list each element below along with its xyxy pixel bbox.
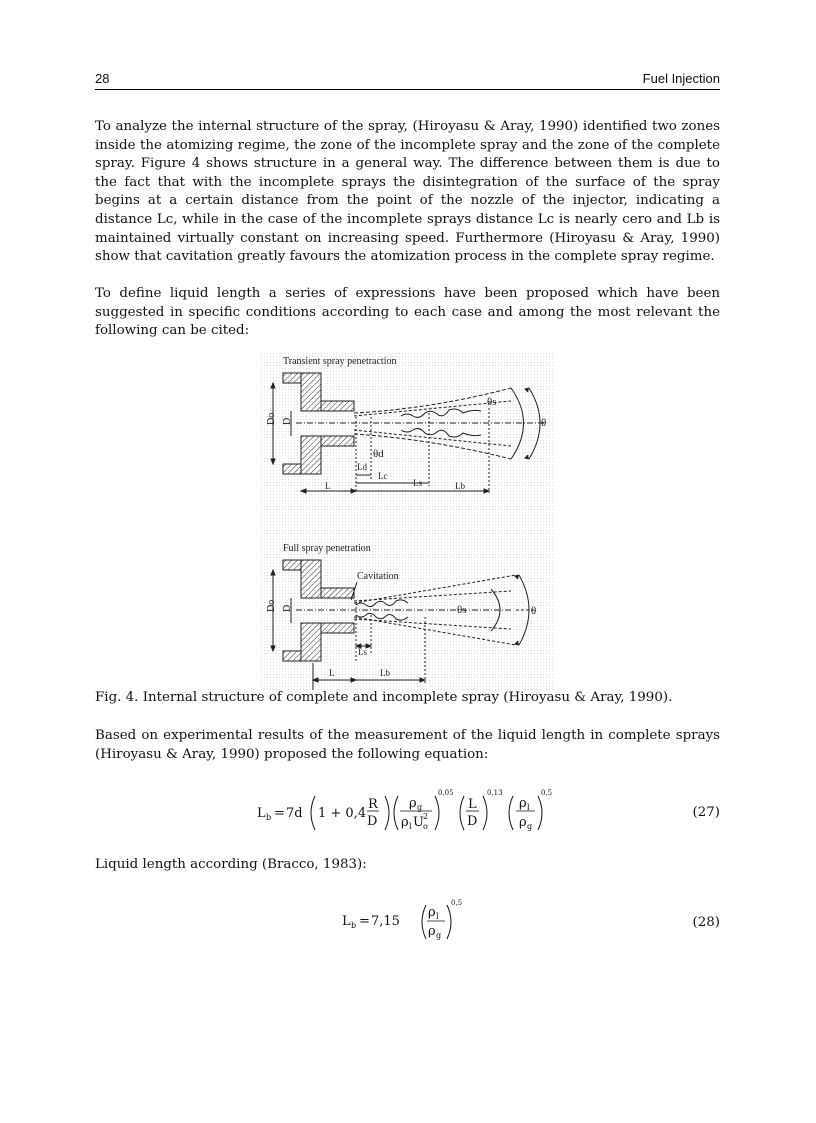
paragraph-spray-structure: To analyze the internal structure of the spray, (Hiroyasu & Aray, 1990) identified two zones inside the atomizing regime, the zone of the incomplete spray and the zone of the complete spray. Figure 4 shows structure in a general way. The difference between them is due to the fact that with the incomplete sprays the disintegration of the surface of the spray begins at a certain distance from the point of the nozzle of the injector, indicating a distance Lc, while in the case of the incomplete sprays distance Lc is nearly cero and Lb is maintained virtually constant on increasing speed. Furthermore (Hiroyasu & Aray, 1990) show that cavitation greatly favours the atomization process in the complete spray regime.: [95, 119, 720, 265]
eq28-lhs: L: [342, 914, 351, 929]
eq27-r: R: [368, 797, 378, 812]
eq27-exp1: 0,05: [438, 789, 454, 797]
top-ld-label: Ld: [357, 462, 367, 472]
top-lc-label: Lc: [378, 471, 388, 481]
eq27-g2: g: [527, 822, 533, 831]
eq27-L: L: [468, 797, 477, 812]
eq27-d: D: [367, 814, 378, 829]
eq27-rho-l: ρ: [401, 815, 409, 830]
eq28-exp: 0,5: [451, 899, 463, 907]
eq27-exp2: 0,13: [487, 789, 503, 797]
spray-structure-diagram: [261, 353, 553, 690]
eq27-lhs-sub: b: [266, 813, 272, 822]
top-lb-label: Lb: [455, 481, 465, 491]
eq27-one-plus: 1 + 0,4: [318, 806, 367, 821]
running-title: Fuel Injection: [642, 71, 720, 86]
cavitation-label: Cavitation: [357, 571, 399, 582]
eq27-equals: =: [274, 806, 285, 821]
eq27-rho-g: ρ: [409, 796, 417, 811]
equation-28-svg: [340, 897, 480, 953]
top-do-label: Do: [266, 412, 277, 425]
bottom-d-label: D: [282, 604, 293, 612]
eq28-coefficient: 7,15: [371, 914, 400, 929]
eq28-l: l: [436, 912, 439, 921]
page-number: 28: [95, 71, 110, 86]
eq27-g: g: [417, 803, 423, 812]
top-theta-s-label: θs: [487, 396, 497, 408]
top-l-label: L: [325, 481, 331, 491]
figure-4: [261, 353, 553, 690]
eq28-lhs-sub: b: [351, 921, 357, 930]
bottom-lb-label: Lb: [380, 668, 390, 678]
eq27-coefficient: 7d: [286, 806, 303, 821]
eq28-equals: =: [359, 914, 370, 929]
page-header: [95, 71, 720, 90]
bottom-diagram-title: Full spray penetration: [283, 543, 371, 554]
equation-28: [340, 897, 480, 957]
top-diagram-title: Transient spray penetraction: [283, 356, 397, 367]
eq27-lhs: L: [257, 806, 266, 821]
bottom-l-label: L: [329, 668, 335, 678]
paragraph-liquid-length: To define liquid length a series of expressions have been proposed which have been suggested in specific conditions according to each case and among the most relevant the following can be cited:: [95, 286, 720, 339]
eq28-rho-l: ρ: [428, 905, 436, 920]
eq27-rho-g2: ρ: [519, 815, 527, 830]
eq28-rho-g: ρ: [428, 924, 436, 939]
eq27-l2: l: [527, 803, 530, 812]
paragraph-bracco: Liquid length according (Bracco, 1983):: [95, 857, 367, 872]
eq27-two: 2: [423, 812, 429, 821]
top-d-label: D: [282, 417, 293, 425]
bottom-theta-label: θ: [531, 605, 537, 617]
bottom-do-label: Do: [266, 599, 277, 612]
eq27-rho-l2: ρ: [519, 796, 527, 811]
paragraph-experimental-results: Based on experimental results of the measurement of the liquid length in complete sprays (Hiroyasu & Aray, 1990) proposed the following equation:: [95, 728, 720, 762]
equation-27-number: (27): [692, 805, 720, 820]
eq27-u: U: [413, 815, 424, 830]
top-theta-d-label: θd: [373, 448, 384, 460]
bottom-theta-s-label: θs: [457, 604, 467, 616]
eq27-exp3: 0,5: [541, 789, 553, 797]
top-theta-label: θ: [541, 417, 547, 429]
equation-27-svg: [255, 784, 585, 844]
eq27-l: l: [409, 822, 412, 831]
eq27-o: o: [423, 822, 428, 831]
figure-caption: Fig. 4. Internal structure of complete and incomplete spray (Hiroyasu & Aray, 1990).: [95, 690, 673, 705]
eq28-g: g: [436, 931, 442, 940]
bottom-ls-label: Ls: [358, 647, 367, 657]
equation-28-number: (28): [692, 915, 720, 930]
equation-27: [255, 784, 585, 848]
top-ls-label: Ls: [413, 478, 422, 488]
eq27-D2: D: [467, 814, 478, 829]
